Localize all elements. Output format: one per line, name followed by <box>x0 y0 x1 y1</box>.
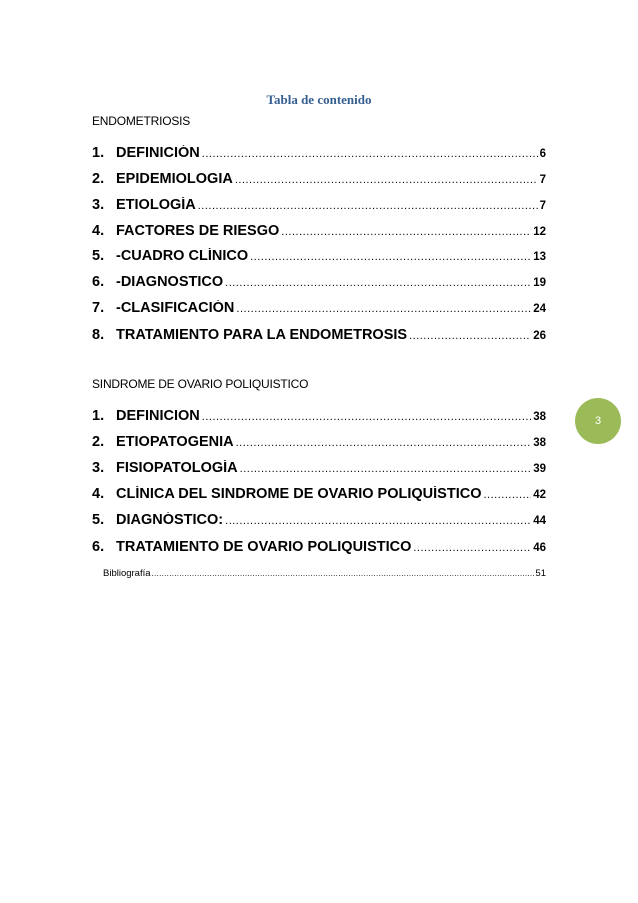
entry-number: 5. <box>92 512 105 528</box>
toc-entry[interactable] <box>92 145 546 161</box>
entry-label: TRATAMIENTO DE OVARIO POLIQUISTICO <box>116 539 412 555</box>
entry-label: CLÍNICA DEL SINDROME DE OVARIO POLIQUÍSTICO <box>116 486 482 502</box>
entry-number: 8. <box>92 327 105 343</box>
entry-label: -CLASIFICACIÓN <box>116 300 235 316</box>
dot-leader <box>281 226 531 238</box>
entry-number: 3. <box>92 197 105 213</box>
entry-number: 3. <box>92 460 105 476</box>
entry-label: DEFINICIÓN <box>116 145 200 161</box>
section-heading-endometriosis: ENDOMETRIOSIS <box>92 114 191 128</box>
toc-entry[interactable] <box>92 327 546 343</box>
entry-label: FACTORES DE RIESGO <box>116 223 280 239</box>
entry-page: 51 <box>535 568 546 579</box>
entry-page: 19 <box>533 277 546 289</box>
dot-leader <box>202 148 538 160</box>
entry-number: 2. <box>92 434 105 450</box>
dot-leader <box>413 542 531 554</box>
entry-page: 38 <box>533 411 546 423</box>
entry-page: 12 <box>533 226 546 238</box>
entry-number: 1. <box>92 145 105 161</box>
entry-label: -CUADRO CLÍNICO <box>116 248 249 264</box>
toc-entry[interactable] <box>92 274 546 290</box>
entry-page: 26 <box>533 330 546 342</box>
toc-entry[interactable] <box>92 223 546 239</box>
dot-leader <box>225 515 531 527</box>
toc-entry-bibliography[interactable] <box>103 568 546 579</box>
entry-page: 42 <box>533 489 546 501</box>
dot-leader <box>250 251 531 263</box>
dot-leader <box>240 463 532 475</box>
toc-entry[interactable] <box>92 300 546 316</box>
toc-entry[interactable] <box>92 539 546 555</box>
entry-number: 6. <box>92 274 105 290</box>
entry-label: DEFINICION <box>116 408 200 424</box>
dot-leader <box>483 489 531 501</box>
entry-page: 7 <box>539 174 546 186</box>
dot-leader <box>152 569 535 578</box>
entry-label: TRATAMIENTO PARA LA ENDOMETROSIS <box>116 327 408 343</box>
dot-leader <box>236 437 532 449</box>
toc-entry[interactable] <box>92 486 546 502</box>
entry-label: FISIOPATOLOGÍA <box>116 460 238 476</box>
toc-entry[interactable] <box>92 197 546 213</box>
dot-leader <box>236 303 531 315</box>
toc-entry[interactable] <box>92 434 546 450</box>
entry-label: ETIOPATOGENIA <box>116 434 234 450</box>
entry-page: 46 <box>533 542 546 554</box>
entry-page: 6 <box>539 148 546 160</box>
entry-label: -DIAGNOSTICO <box>116 274 224 290</box>
entry-number: 6. <box>92 539 105 555</box>
entry-number: 1. <box>92 408 105 424</box>
entry-number: 7. <box>92 300 105 316</box>
dot-leader <box>235 174 538 186</box>
entry-label: ETIOLOGÍA <box>116 197 196 213</box>
entry-page: 38 <box>533 437 546 449</box>
entry-number: 4. <box>92 486 105 502</box>
entry-page: 13 <box>533 251 546 263</box>
entry-page: 24 <box>533 303 546 315</box>
toc-title: Tabla de contenido <box>266 92 372 107</box>
toc-entry[interactable] <box>92 512 546 528</box>
entry-number: 2. <box>92 171 105 187</box>
dot-leader <box>409 330 531 342</box>
toc-entry[interactable] <box>92 171 546 187</box>
entry-label: Bibliografía <box>103 568 151 579</box>
toc-entry[interactable] <box>92 408 546 424</box>
toc-entry[interactable] <box>92 248 546 264</box>
entry-page: 44 <box>533 515 546 527</box>
entry-label: DIAGNÓSTICO: <box>116 512 224 528</box>
section-heading-sop: SINDROME DE OVARIO POLIQUISTICO <box>92 377 309 391</box>
entry-label: EPIDEMIOLOGIA <box>116 171 233 187</box>
dot-leader <box>225 277 531 289</box>
entry-number: 5. <box>92 248 105 264</box>
dot-leader <box>202 411 531 423</box>
page-number-badge: 3 <box>575 398 621 444</box>
entry-page: 7 <box>539 200 546 212</box>
toc-entry[interactable] <box>92 460 546 476</box>
entry-page: 39 <box>533 463 546 475</box>
entry-number: 4. <box>92 223 105 239</box>
dot-leader <box>198 200 538 212</box>
